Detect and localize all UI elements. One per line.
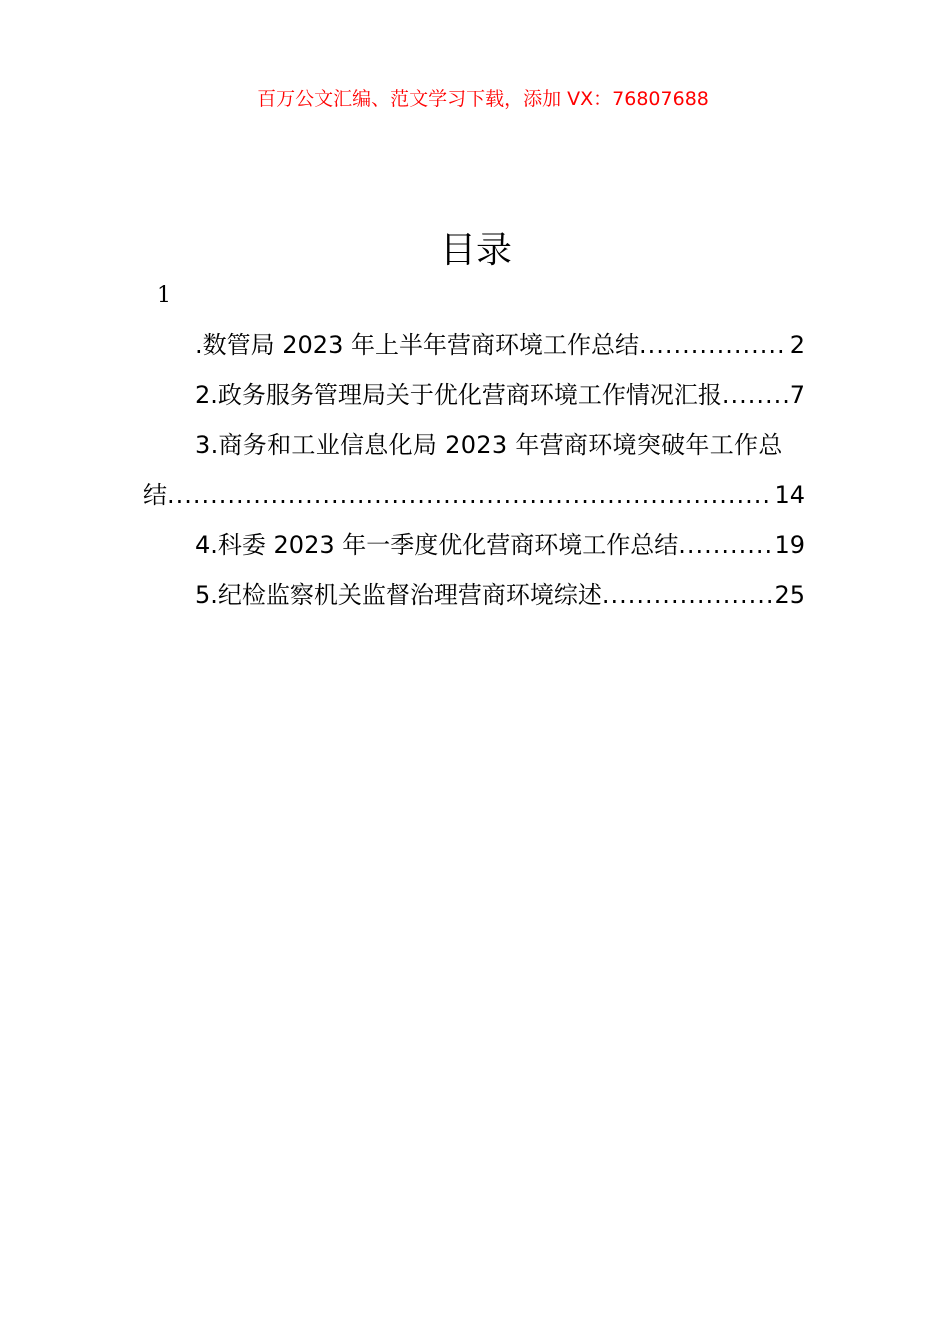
toc-entry-line1[interactable] (143, 428, 805, 462)
toc-entry[interactable] (143, 528, 805, 562)
toc-leader-dots (678, 528, 772, 562)
toc-entry-text: .数管局 2023 年上半年营商环境工作总结 (195, 331, 639, 359)
toc-entry-page: 25 (774, 581, 805, 609)
toc-entry-page: 19 (774, 531, 805, 559)
toc-entry-page: 7 (789, 381, 805, 409)
toc-entry-text: 4.科委 2023 年一季度优化营商环境工作总结 (195, 531, 679, 559)
toc-entry-text: 2.政务服务管理局关于优化营商环境工作情况汇报 (195, 381, 722, 409)
toc-entry[interactable] (143, 378, 805, 412)
toc-entry-text: 结 (143, 481, 167, 509)
toc-leader-dots (167, 478, 772, 512)
toc-entry-page: 14 (774, 481, 805, 509)
stray-number: 1 (157, 283, 171, 308)
toc-entry-page: 2 (789, 331, 805, 359)
toc-leader-dots (602, 578, 773, 612)
toc-entry-text: 3.商务和工业信息化局 2023 年营商环境突破年工作总 (195, 431, 783, 459)
header-watermark-note: 百万公文汇编、范文学习下载，添加 VX：76807688 (257, 88, 709, 110)
toc-leader-dots (722, 378, 788, 412)
toc-entry-line2[interactable] (143, 478, 805, 512)
toc-leader-dots (639, 328, 788, 362)
toc-entry[interactable] (143, 328, 805, 362)
toc-entry-text: 5.纪检监察机关监督治理营商环境综述 (195, 581, 602, 609)
toc-title: 目录 (439, 230, 512, 271)
toc-entry[interactable] (143, 578, 805, 612)
